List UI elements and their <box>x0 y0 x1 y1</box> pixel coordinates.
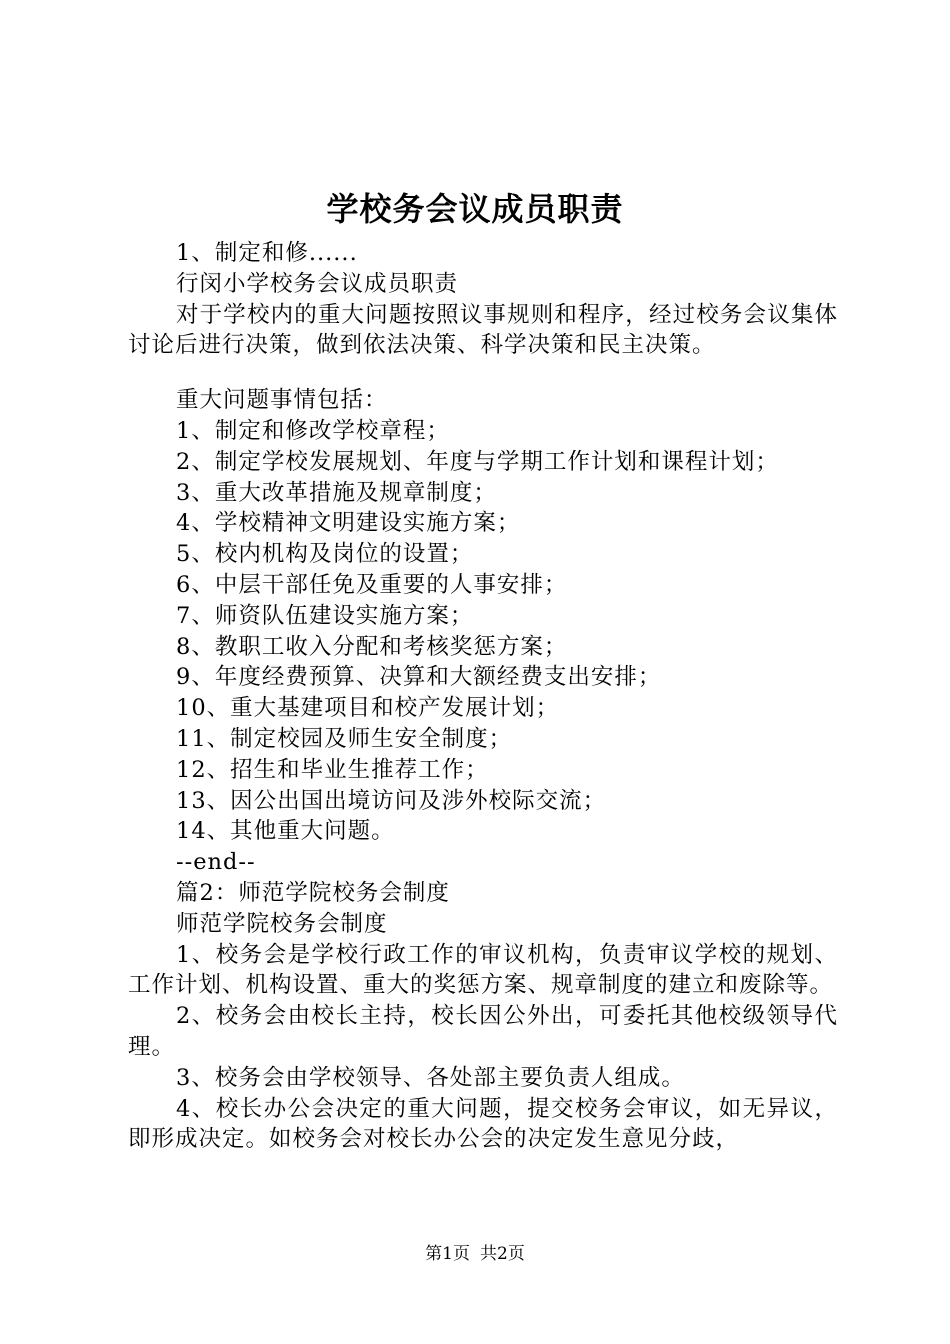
paragraph: 2、校务会由校长主持，校长因公外出，可委托其他校级领导代理。 <box>128 1003 838 1060</box>
list-item: 8、教职工收入分配和考核奖惩方案； <box>176 633 568 660</box>
document-body <box>128 238 838 1155</box>
list-item: 10、重大基建项目和校产发展计划； <box>176 695 560 722</box>
list-item: 6、中层干部任免及重要的人事安排； <box>176 571 568 598</box>
list-item: 11、制定校园及师生安全制度； <box>176 725 513 752</box>
list-item: 3、重大改革措施及规章制度； <box>176 479 497 506</box>
list-item: 7、师资队伍建设实施方案； <box>176 602 474 629</box>
list-item: 5、校内机构及岗位的设置； <box>176 541 474 568</box>
page-number: 第1页 <box>425 1244 470 1264</box>
paragraph: 1、制定和修...... <box>176 240 358 266</box>
paragraph: 行闵小学校务会议成员职责 <box>176 270 459 297</box>
end-marker: --end-- <box>176 849 256 876</box>
paragraph: 1、校务会是学校行政工作的审议机构，负责审议学校的规划、工作计划、机构设置、重大的奖惩方案、规章制度的建立和废除等。 <box>128 941 838 999</box>
paragraph: 3、校务会由学校领导、各处部主要负责人组成。 <box>176 1064 685 1091</box>
paragraph: 4、校长办公会决定的重大问题，提交校务会审议，如无异议，即形成决定。如校务会对校长办公会的决定发生意见分歧， <box>128 1095 838 1153</box>
list-item: 13、因公出国出境访问及涉外校际交流； <box>176 787 607 814</box>
list-item: 12、招生和毕业生推荐工作； <box>176 756 489 783</box>
list-item: 14、其他重大问题。 <box>176 818 395 845</box>
paragraph: 师范学院校务会制度 <box>176 910 388 937</box>
paragraph: 对于学校内的重大问题按照议事规则和程序，经过校务会议集体讨论后进行决策，做到依法决策、科学决策和民主决策。 <box>128 301 838 359</box>
section-heading: 篇2：师范学院校务会制度 <box>176 879 450 906</box>
list-item: 9、年度经费预算、决算和大额经费支出安排； <box>176 664 662 691</box>
page-footer <box>0 1242 950 1266</box>
list-item: 4、学校精神文明建设实施方案； <box>176 510 521 537</box>
document-title: 学校务会议成员职责 <box>326 190 624 228</box>
list-item: 2、制定学校发展规划、年度与学期工作计划和课程计划； <box>176 448 779 475</box>
paragraph: 重大问题事情包括： <box>176 387 388 414</box>
list-item: 1、制定和修改学校章程； <box>176 417 450 444</box>
page-total: 共2页 <box>480 1244 525 1264</box>
